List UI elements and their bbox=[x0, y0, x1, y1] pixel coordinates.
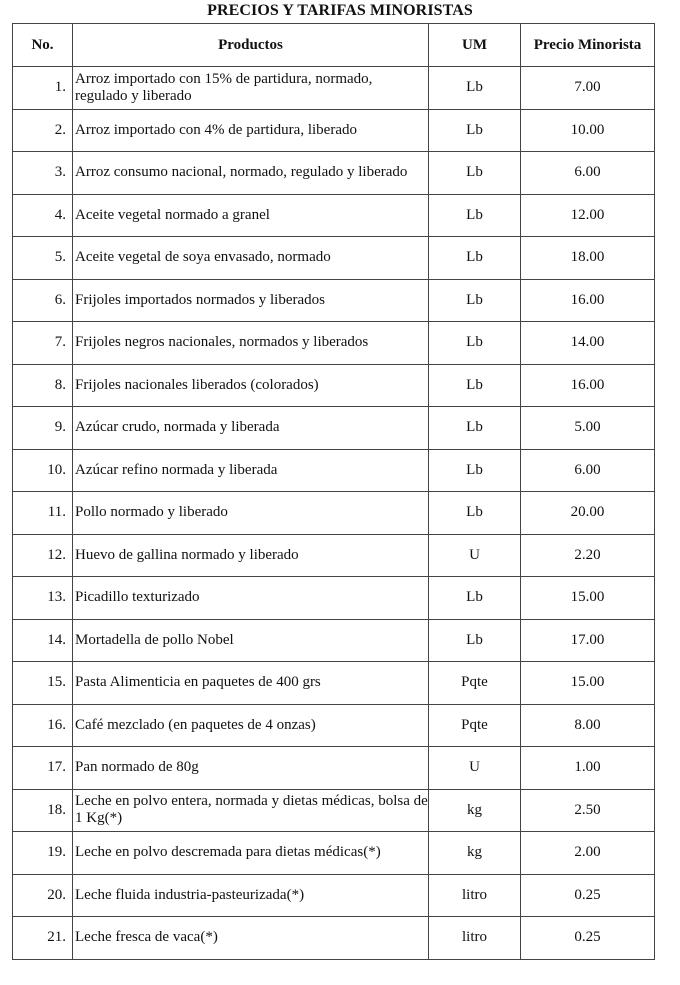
product-name: Pasta Alimenticia en paquetes de 400 grs bbox=[73, 662, 429, 705]
table-row bbox=[13, 832, 655, 875]
product-name: Arroz importado con 4% de partidura, liberado bbox=[73, 109, 429, 152]
table-row bbox=[13, 364, 655, 407]
row-number: 19. bbox=[13, 832, 73, 875]
row-number: 20. bbox=[13, 874, 73, 917]
unit-of-measure: Lb bbox=[429, 194, 521, 237]
table-row bbox=[13, 789, 655, 832]
table-row bbox=[13, 874, 655, 917]
row-number: 15. bbox=[13, 662, 73, 705]
retail-price: 10.00 bbox=[521, 109, 655, 152]
retail-price: 20.00 bbox=[521, 492, 655, 535]
retail-price: 0.25 bbox=[521, 874, 655, 917]
unit-of-measure: litro bbox=[429, 917, 521, 960]
table-row bbox=[13, 534, 655, 577]
unit-of-measure: Lb bbox=[429, 152, 521, 195]
unit-of-measure: Lb bbox=[429, 407, 521, 450]
table-row bbox=[13, 917, 655, 960]
retail-price: 15.00 bbox=[521, 577, 655, 620]
unit-of-measure: Lb bbox=[429, 619, 521, 662]
retail-price: 2.00 bbox=[521, 832, 655, 875]
unit-of-measure: kg bbox=[429, 789, 521, 832]
product-name: Pollo normado y liberado bbox=[73, 492, 429, 535]
unit-of-measure: Lb bbox=[429, 364, 521, 407]
table-row bbox=[13, 322, 655, 365]
product-name: Leche en polvo entera, normada y dietas médicas, bolsa de 1 Kg(*) bbox=[73, 789, 429, 832]
row-number: 17. bbox=[13, 747, 73, 790]
row-number: 2. bbox=[13, 109, 73, 152]
product-name: Frijoles nacionales liberados (colorados) bbox=[73, 364, 429, 407]
price-table bbox=[12, 23, 655, 960]
table-body bbox=[13, 67, 655, 960]
table-row bbox=[13, 747, 655, 790]
unit-of-measure: Pqte bbox=[429, 662, 521, 705]
table-header-row bbox=[13, 24, 655, 67]
retail-price: 1.00 bbox=[521, 747, 655, 790]
unit-of-measure: Lb bbox=[429, 492, 521, 535]
product-name: Picadillo texturizado bbox=[73, 577, 429, 620]
table-row bbox=[13, 152, 655, 195]
product-name: Huevo de gallina normado y liberado bbox=[73, 534, 429, 577]
row-number: 11. bbox=[13, 492, 73, 535]
retail-price: 12.00 bbox=[521, 194, 655, 237]
row-number: 1. bbox=[13, 67, 73, 110]
retail-price: 2.20 bbox=[521, 534, 655, 577]
row-number: 21. bbox=[13, 917, 73, 960]
table-row bbox=[13, 492, 655, 535]
retail-price: 7.00 bbox=[521, 67, 655, 110]
product-name: Frijoles negros nacionales, normados y liberados bbox=[73, 322, 429, 365]
row-number: 16. bbox=[13, 704, 73, 747]
unit-of-measure: Lb bbox=[429, 577, 521, 620]
retail-price: 17.00 bbox=[521, 619, 655, 662]
unit-of-measure: kg bbox=[429, 832, 521, 875]
table-row bbox=[13, 194, 655, 237]
product-name: Azúcar refino normada y liberada bbox=[73, 449, 429, 492]
retail-price: 0.25 bbox=[521, 917, 655, 960]
retail-price: 8.00 bbox=[521, 704, 655, 747]
table-row bbox=[13, 704, 655, 747]
retail-price: 5.00 bbox=[521, 407, 655, 450]
table-row bbox=[13, 619, 655, 662]
retail-price: 2.50 bbox=[521, 789, 655, 832]
unit-of-measure: Lb bbox=[429, 237, 521, 280]
row-number: 4. bbox=[13, 194, 73, 237]
unit-of-measure: U bbox=[429, 534, 521, 577]
retail-price: 6.00 bbox=[521, 449, 655, 492]
unit-of-measure: Lb bbox=[429, 109, 521, 152]
table-row bbox=[13, 662, 655, 705]
retail-price: 6.00 bbox=[521, 152, 655, 195]
product-name: Mortadella de pollo Nobel bbox=[73, 619, 429, 662]
row-number: 10. bbox=[13, 449, 73, 492]
product-name: Café mezclado (en paquetes de 4 onzas) bbox=[73, 704, 429, 747]
row-number: 3. bbox=[13, 152, 73, 195]
header-um: UM bbox=[429, 24, 521, 67]
document-title: PRECIOS Y TARIFAS MINORISTAS bbox=[207, 2, 473, 19]
row-number: 6. bbox=[13, 279, 73, 322]
header-no: No. bbox=[13, 24, 73, 67]
row-number: 13. bbox=[13, 577, 73, 620]
table-row bbox=[13, 109, 655, 152]
row-number: 9. bbox=[13, 407, 73, 450]
table-row bbox=[13, 237, 655, 280]
product-name: Aceite vegetal normado a granel bbox=[73, 194, 429, 237]
product-name: Frijoles importados normados y liberados bbox=[73, 279, 429, 322]
row-number: 8. bbox=[13, 364, 73, 407]
table-row bbox=[13, 279, 655, 322]
header-price: Precio Minorista bbox=[521, 24, 655, 67]
retail-price: 16.00 bbox=[521, 279, 655, 322]
unit-of-measure: litro bbox=[429, 874, 521, 917]
product-name: Arroz consumo nacional, normado, regulado y liberado bbox=[73, 152, 429, 195]
product-name: Leche en polvo descremada para dietas médicas(*) bbox=[73, 832, 429, 875]
row-number: 14. bbox=[13, 619, 73, 662]
header-product: Productos bbox=[73, 24, 429, 67]
unit-of-measure: Pqte bbox=[429, 704, 521, 747]
product-name: Leche fresca de vaca(*) bbox=[73, 917, 429, 960]
retail-price: 14.00 bbox=[521, 322, 655, 365]
product-name: Leche fluida industria-pasteurizada(*) bbox=[73, 874, 429, 917]
unit-of-measure: Lb bbox=[429, 449, 521, 492]
retail-price: 15.00 bbox=[521, 662, 655, 705]
product-name: Azúcar crudo, normada y liberada bbox=[73, 407, 429, 450]
unit-of-measure: Lb bbox=[429, 67, 521, 110]
row-number: 7. bbox=[13, 322, 73, 365]
product-name: Arroz importado con 15% de partidura, normado, regulado y liberado bbox=[73, 67, 429, 110]
unit-of-measure: Lb bbox=[429, 279, 521, 322]
row-number: 18. bbox=[13, 789, 73, 832]
unit-of-measure: U bbox=[429, 747, 521, 790]
table-row bbox=[13, 407, 655, 450]
table-row bbox=[13, 67, 655, 110]
row-number: 5. bbox=[13, 237, 73, 280]
unit-of-measure: Lb bbox=[429, 322, 521, 365]
retail-price: 18.00 bbox=[521, 237, 655, 280]
product-name: Pan normado de 80g bbox=[73, 747, 429, 790]
table-row bbox=[13, 449, 655, 492]
table-row bbox=[13, 577, 655, 620]
row-number: 12. bbox=[13, 534, 73, 577]
retail-price: 16.00 bbox=[521, 364, 655, 407]
product-name: Aceite vegetal de soya envasado, normado bbox=[73, 237, 429, 280]
